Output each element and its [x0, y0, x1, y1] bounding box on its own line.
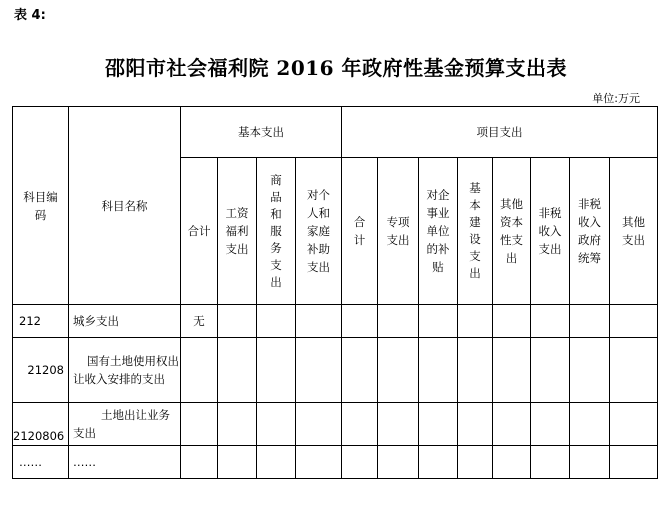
- header-code: 科目编码: [13, 107, 69, 305]
- cell: [610, 338, 658, 403]
- cell: [257, 338, 296, 403]
- header-nontax-overall: 非税收入政府统筹: [570, 158, 610, 305]
- cell: [257, 305, 296, 338]
- cell: [419, 305, 458, 338]
- cell: [458, 305, 493, 338]
- cell: [378, 446, 419, 479]
- row-name: 国有土地使用权出让收入安排的支出: [69, 338, 181, 403]
- cell: [378, 403, 419, 446]
- cell: [570, 446, 610, 479]
- cell: [296, 403, 342, 446]
- cell: [342, 446, 378, 479]
- row-name: 土地出让业务支出: [69, 403, 181, 446]
- header-goods-services: 商品和服务支出: [257, 158, 296, 305]
- header-basic-group: 基本支出: [181, 107, 342, 158]
- cell: [378, 338, 419, 403]
- cell: [181, 403, 218, 446]
- row-name: 城乡支出: [69, 305, 181, 338]
- cell: [570, 305, 610, 338]
- cell: [419, 446, 458, 479]
- cell: [570, 338, 610, 403]
- row-code: 2120806: [13, 403, 69, 446]
- cell: [493, 305, 531, 338]
- cell: [218, 403, 257, 446]
- cell: [257, 403, 296, 446]
- header-other-capital: 其他资本性支出: [493, 158, 531, 305]
- cell: [342, 338, 378, 403]
- table-row: [13, 338, 658, 403]
- header-salary-welfare: 工资福利支出: [218, 158, 257, 305]
- cell: [531, 338, 570, 403]
- cell: [570, 403, 610, 446]
- cell: [181, 446, 218, 479]
- cell: [342, 305, 378, 338]
- header-enterprise-subsidy: 对企事业单位的补贴: [419, 158, 458, 305]
- cell: [610, 403, 658, 446]
- table-row: [13, 446, 658, 479]
- cell: [181, 338, 218, 403]
- cell: [296, 338, 342, 403]
- cell: [296, 305, 342, 338]
- cell: [458, 403, 493, 446]
- row-code: 21208: [13, 338, 69, 403]
- cell: [610, 305, 658, 338]
- unit-label: 单位:万元: [592, 92, 640, 105]
- cell: [419, 338, 458, 403]
- cell: [257, 446, 296, 479]
- header-nontax-spending: 非税收入支出: [531, 158, 570, 305]
- row-code: 212: [13, 305, 69, 338]
- cell: [493, 338, 531, 403]
- table-row: [13, 305, 658, 338]
- cell: [531, 403, 570, 446]
- header-project-total: 合计: [342, 158, 378, 305]
- cell: [218, 305, 257, 338]
- cell: [218, 338, 257, 403]
- cell: [342, 403, 378, 446]
- row-basic-total: 无: [181, 305, 218, 338]
- header-row-group: [13, 107, 658, 158]
- cell: [458, 446, 493, 479]
- header-special: 专项支出: [378, 158, 419, 305]
- row-name: ……: [69, 446, 181, 479]
- header-name: 科目名称: [69, 107, 181, 305]
- page-title: 邵阳市社会福利院 2016 年政府性基金预算支出表: [104, 56, 568, 80]
- cell: [419, 403, 458, 446]
- row-code: ……: [13, 446, 69, 479]
- header-basic-total: 合计: [181, 158, 218, 305]
- cell: [531, 446, 570, 479]
- cell: [296, 446, 342, 479]
- cell: [610, 446, 658, 479]
- cell: [493, 403, 531, 446]
- header-household-subsidy: 对个人和家庭补助支出: [296, 158, 342, 305]
- header-project-group: 项目支出: [342, 107, 658, 158]
- header-infrastructure: 基本建设支出: [458, 158, 493, 305]
- cell: [458, 338, 493, 403]
- cell: [218, 446, 257, 479]
- cell: [378, 305, 419, 338]
- table-label: 表 4:: [14, 8, 46, 23]
- cell: [493, 446, 531, 479]
- header-other: 其他支出: [610, 158, 658, 305]
- table-row: [13, 403, 658, 446]
- cell: [531, 305, 570, 338]
- budget-table: [12, 106, 658, 479]
